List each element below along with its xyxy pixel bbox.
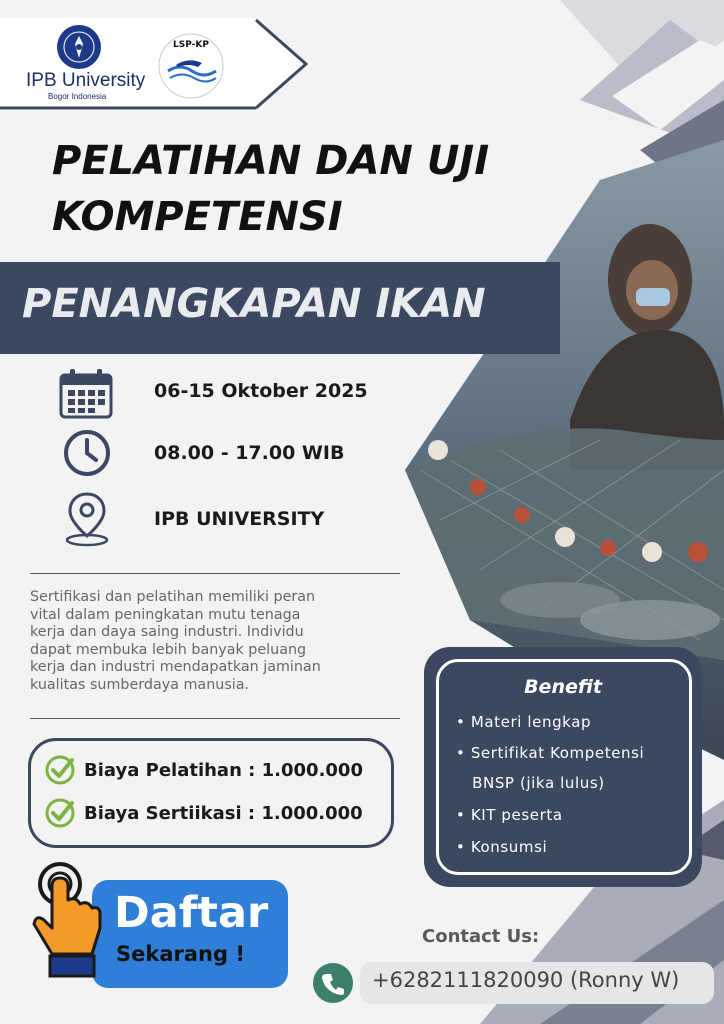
register-button-label: Daftar: [114, 888, 269, 938]
event-location: IPB UNIVERSITY: [154, 508, 325, 530]
cost-item-certification: [44, 797, 363, 829]
description-line: Sertifikasi dan pelatihan memiliki peran: [30, 589, 316, 605]
description-line: kerja dan industri mendapatkan jaminan: [30, 659, 321, 675]
benefit-item: • Sertifikat Kompetensi: [456, 744, 645, 762]
ipb-logo-sub: Bogor Indonesia: [48, 92, 107, 101]
check-circle-icon: [44, 754, 76, 786]
benefit-item: • Materi lengkap: [456, 713, 592, 731]
benefit-item: • Konsumsi: [456, 838, 548, 856]
divider-top: [30, 573, 400, 574]
phone-icon: [313, 963, 353, 1003]
logo-banner: [0, 18, 310, 110]
phone-number: +6282111820090 (Ronny W): [372, 968, 680, 992]
ipb-logo-name: IPB University: [26, 70, 146, 91]
description-line: dapat membuka lebih banyak peluang: [30, 641, 307, 658]
cost-item-training: [44, 754, 363, 786]
description-line: kualitas sumberdaya manusia.: [30, 676, 250, 693]
cost-label: Biaya Pelatihan : 1.000.000: [84, 759, 363, 781]
title-line-2: KOMPETENSI: [52, 194, 343, 240]
location-pin-icon: [64, 490, 110, 548]
cost-label: Biaya Sertiikasi : 1.000.000: [84, 802, 363, 824]
pointing-hand-icon: [30, 862, 110, 980]
divider-bottom: [30, 718, 400, 719]
contact-label: Contact Us:: [422, 926, 540, 947]
benefit-item: • KIT peserta: [456, 806, 563, 824]
ipb-logo-emblem: [56, 24, 102, 70]
subtitle: PENANGKAPAN IKAN: [22, 281, 486, 327]
event-date: 06-15 Oktober 2025: [154, 380, 368, 402]
lsp-kp-name: LSP-KP: [173, 40, 209, 50]
phone-icon-circle[interactable]: [313, 963, 353, 1003]
clock-icon: [62, 428, 112, 478]
benefit-title: Benefit: [524, 676, 602, 698]
event-time: 08.00 - 17.00 WIB: [154, 442, 345, 464]
register-button-sublabel: Sekarang !: [116, 942, 245, 966]
benefit-item: BNSP (jika lulus): [456, 774, 605, 792]
calendar-icon: [58, 369, 114, 419]
title-line-1: PELATIHAN DAN UJI: [52, 138, 490, 184]
description-line: vital dalam peningkatan mutu tenaga: [30, 606, 301, 623]
check-circle-icon: [44, 797, 76, 829]
description-line: kerja dan daya saing industri. Individu: [30, 624, 304, 640]
description: [30, 589, 400, 694]
